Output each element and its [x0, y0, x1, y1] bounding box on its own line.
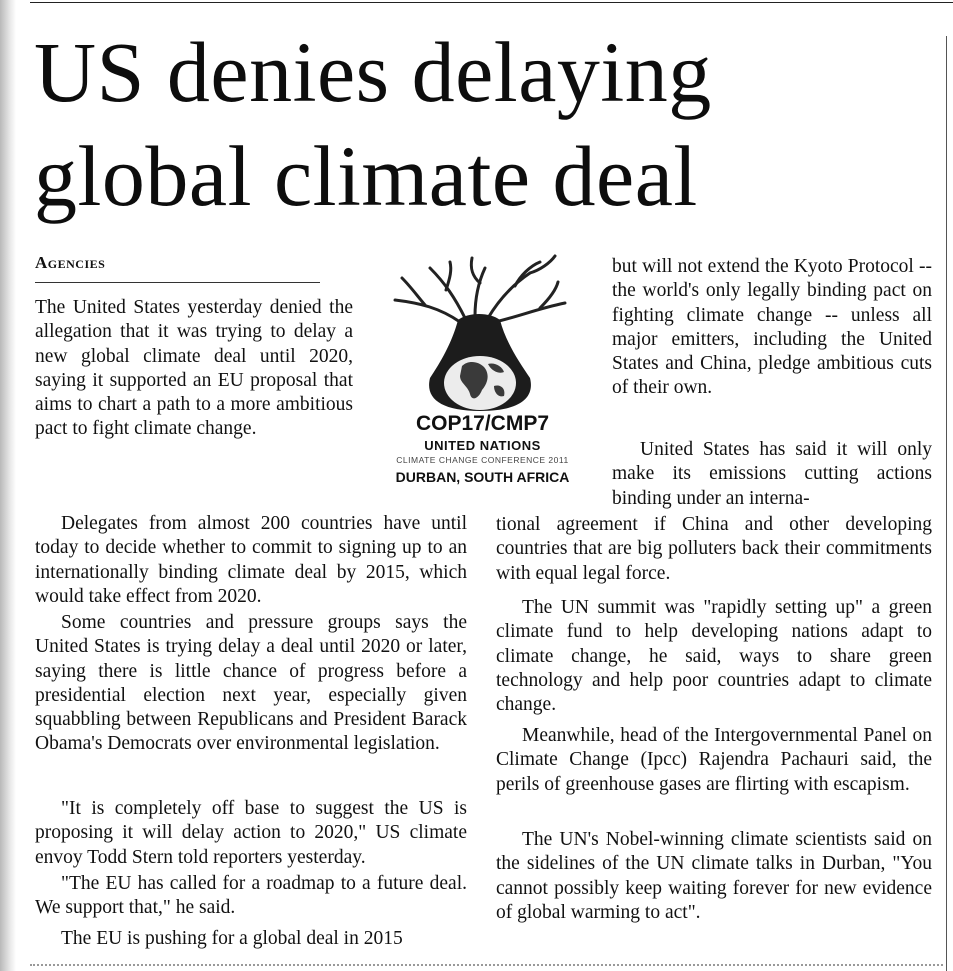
article-paragraph-12: The UN's Nobel-winning climate scientists said on the sidelines of the UN climate talks in Durban, "You cannot possibly keep waiting forever for new evidence of global warming to act".: [496, 829, 932, 923]
article-paragraph-9: tional agreement if China and other developing countries that are big polluters back their commitments with equal legal force.: [496, 514, 932, 584]
cop17-logo: [370, 248, 595, 496]
baobab-tree-icon: [380, 248, 585, 413]
page-fold-shadow: [0, 0, 16, 971]
bottom-rule: [30, 964, 943, 968]
column-rule: [946, 36, 947, 971]
logo-location: DURBAN, SOUTH AFRICA: [395, 469, 570, 485]
article-paragraph-5: "The EU has called for a roadmap to a future deal. We support that," he said.: [35, 873, 467, 919]
logo-subtitle: UNITED NATIONS: [424, 438, 541, 453]
article-paragraph-4: "It is completely off base to suggest the US is proposing it will delay action to 2020," US climate envoy Todd Stern told reporters yesterday.: [35, 798, 467, 868]
article-paragraph-10: The UN summit was "rapidly setting up" a green climate fund to help developing nations adapt to climate change, he said, ways to share green technology and help poor countries adapt to climate change.: [496, 597, 932, 716]
article-paragraph-11: Meanwhile, head of the Intergovernmental Panel on Climate Change (Ipcc) Rajendra Pachauri said, the perils of greenhouse gases are flirting with escapism.: [496, 725, 932, 795]
article-paragraph-8: United States has said it will only make its emissions cutting actions binding under an interna-: [612, 439, 932, 509]
headline: US denies delaying global climate deal: [34, 24, 712, 224]
article-paragraph-7: but will not extend the Kyoto Protocol -- the world's only legally binding pact on fighting climate change -- unless all major emitters, including the United States and China, pledge ambitious cuts of their own.: [612, 256, 932, 399]
article-paragraph-3: Some countries and pressure groups says the United States is trying delay a deal until 2020 or later, saying there is little chance of progress before a presidential election next year, especially given squabbling between Republicans and President Barack Obama's Democrats over environmental legislation.: [35, 612, 467, 755]
logo-title: COP17/CMP7: [415, 412, 550, 435]
byline-rule: [35, 282, 320, 283]
article-paragraph-1: The United States yesterday denied the allegation that it was trying to delay a new global climate deal until 2020, saying it supported an EU proposal that aims to chart a path to a more ambitious pact to fight climate change.: [35, 297, 353, 440]
top-rule: [30, 2, 953, 3]
article-paragraph-6: The EU is pushing for a global deal in 2015: [61, 928, 403, 949]
logo-conference: CLIMATE CHANGE CONFERENCE 2011: [396, 455, 569, 465]
byline: Agencies: [35, 253, 106, 272]
article-paragraph-2: Delegates from almost 200 countries have until today to decide whether to commit to signing up to an internationally binding climate deal by 2015, which would take effect from 2020.: [35, 513, 467, 607]
